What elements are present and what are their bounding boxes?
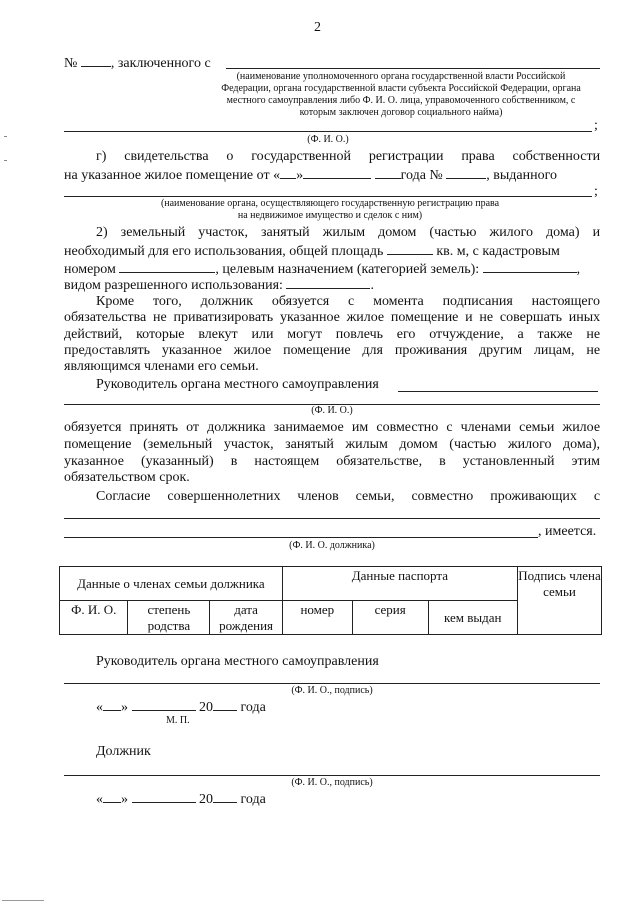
fio-semicolon: ; <box>594 118 598 133</box>
clause-g-line-1: г) свидетельства о государственной регистрации права собственности <box>96 149 601 164</box>
head-name-line[interactable] <box>398 391 598 392</box>
issuer-semicolon: ; <box>594 184 598 199</box>
signature2-day-field[interactable] <box>103 790 121 803</box>
signature2-caption: (Ф. И. О., подпись) <box>291 777 373 788</box>
obligation-line-3: действий, которые влекут или могут повлечь его отчуждение, а также не <box>64 327 601 342</box>
certificate-number-field[interactable] <box>446 166 486 179</box>
authority-caption-2: Федерации, органа государственной власти субъекта Российской Федерации, органа <box>221 83 581 94</box>
authority-caption-4: которым заключен договор социального найма) <box>299 107 503 118</box>
signature2-line[interactable] <box>64 775 600 776</box>
signature2-date: « » 20 года <box>96 792 266 807</box>
consent-exists: , имеется. <box>538 524 597 539</box>
agreement-line <box>64 54 211 72</box>
consent-line-1: Согласие совершеннолетних членов семьи, совместно проживающих с <box>96 489 601 504</box>
signature1-caption: (Ф. И. О., подпись) <box>291 685 373 696</box>
table-col-fio: Ф. И. О. <box>60 601 128 635</box>
undertaking-line-4: обязательством срок. <box>64 470 190 485</box>
cadastral-number-field[interactable] <box>119 260 215 273</box>
undertaking-line-2: помещение (земельный участок, занятый жилым домом (частью жилого дома), <box>64 437 601 452</box>
table-col-number: номер <box>282 601 352 635</box>
signature1-day-field[interactable] <box>103 698 121 711</box>
table-col-relation: степень родства <box>128 601 210 635</box>
table-col-series: серия <box>352 601 428 635</box>
undertaking-line-3: указанное (указанный) в настоящем обязательстве, в установленный этим <box>64 454 601 469</box>
clause-g-line-2: на указанное жилое помещение от « » года № , выданного <box>64 168 558 183</box>
clause-2-line-1: 2) земельный участок, занятый жилым домом (частью жилого дома) и <box>96 225 601 240</box>
fio-caption: (Ф. И. О.) <box>307 134 349 145</box>
signature1-year-field[interactable] <box>213 698 237 711</box>
authority-line[interactable] <box>226 68 600 69</box>
registration-caption-2: на недвижимое имущество и сделок с ним) <box>237 210 423 221</box>
obligation-line-2: обязательства не приватизировать указанное жилое помещение и не совершать иных <box>64 310 601 325</box>
concluded-with-label: , заключенного с <box>110 56 211 71</box>
number-sign: № <box>64 56 78 71</box>
area-field[interactable] <box>387 242 433 255</box>
page-number: 2 <box>314 20 321 35</box>
signature1-line[interactable] <box>64 683 600 684</box>
signature2-year-field[interactable] <box>213 790 237 803</box>
clause-2-line-3: номером , целевым назначением (категорией земель): , <box>64 262 581 277</box>
permitted-use-field[interactable] <box>286 276 370 289</box>
stamp-place: М. П. <box>166 715 190 726</box>
table-group-signature: Подпись члена семьи <box>517 567 601 635</box>
signature1-date: « » 20 года <box>96 700 266 715</box>
table-group-family: Данные о членах семьи должника <box>60 567 283 601</box>
registration-caption-1: (наименование органа, осуществляющего государственную регистрацию права <box>160 198 500 209</box>
obligation-line-4: предоставлять указанное жилое помещение для проживания другим лицам, не <box>64 343 601 358</box>
footnote-rule <box>2 900 44 901</box>
head-label: Руководитель органа местного самоуправления <box>96 377 379 392</box>
authority-caption-1: (наименование уполномоченного органа государственной власти Российской <box>236 71 566 82</box>
obligation-line-5: являющимся членами его семьи. <box>64 359 259 374</box>
table-group-passport: Данные паспорта <box>282 567 517 601</box>
signature2-month-field[interactable] <box>132 790 196 803</box>
table-col-birth: дата рождения <box>210 601 282 635</box>
consent-line-blank-2[interactable] <box>64 537 538 538</box>
issuer-line[interactable] <box>64 196 592 197</box>
fio-line[interactable] <box>64 131 592 132</box>
number-field[interactable] <box>81 54 111 67</box>
signature1-month-field[interactable] <box>132 698 196 711</box>
margin-mark <box>4 160 7 161</box>
table-col-issued: кем выдан <box>428 601 517 635</box>
consent-line-blank-1[interactable] <box>64 518 600 519</box>
head-fio-caption: (Ф. И. О.) <box>311 405 353 416</box>
signature1-label: Руководитель органа местного самоуправления <box>96 654 379 669</box>
clause-2-line-2: необходимый для его использования, общей площадь кв. м, с кадастровым <box>64 244 560 259</box>
margin-mark <box>4 136 7 137</box>
certificate-day-field[interactable] <box>280 166 296 179</box>
debtor-label: Должник <box>96 744 151 759</box>
certificate-month-field[interactable] <box>303 166 371 179</box>
authority-caption-3: местного самоуправления либо Ф. И. О. лица, управомоченного собственником, с <box>226 95 576 106</box>
obligation-line-1: Кроме того, должник обязуется с момента подписания настоящего <box>96 294 601 309</box>
land-category-field[interactable] <box>483 260 577 273</box>
undertaking-line-1: обязуется принять от должника занимаемое им совместно с членами семьи жилое <box>64 420 601 435</box>
clause-2-line-4: видом разрешенного использования: . <box>64 278 374 293</box>
certificate-year-field[interactable] <box>375 166 401 179</box>
family-members-table <box>59 566 602 635</box>
debtor-fio-caption: (Ф. И. О. должника) <box>289 540 375 551</box>
